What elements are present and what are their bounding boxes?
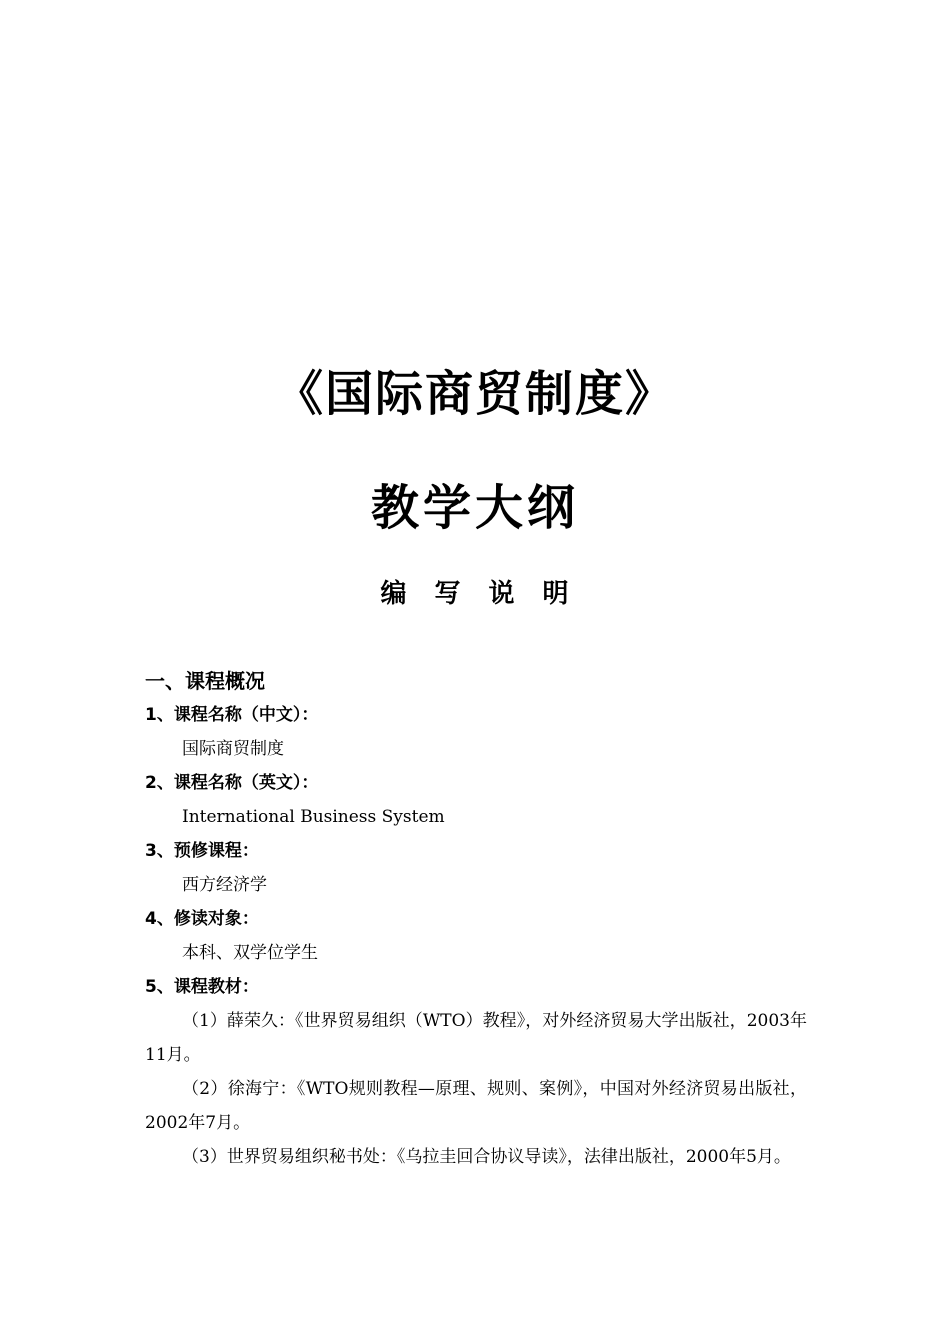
document-note: 编 写 说 明 (380, 579, 570, 609)
item-value-course-name-cn: 国际商贸制度 (182, 739, 284, 759)
document-body (145, 664, 807, 1174)
textbook-entry: （1）薛荣久：《世界贸易组织（WTO）教程》，对外经济贸易大学出版社，2003年11月。 (145, 1011, 807, 1065)
item-label-textbooks: 5、课程教材： (145, 977, 259, 997)
section-heading: 一、课程概况 (145, 669, 265, 693)
item-label-course-name-en: 2、课程名称（英文）： (145, 773, 319, 793)
item-value-course-name-en: International Business System (182, 807, 445, 827)
item-value-audience: 本科、双学位学生 (182, 943, 318, 963)
item-value-prerequisite: 西方经济学 (182, 875, 267, 895)
item-label-audience: 4、修读对象： (145, 909, 259, 929)
textbook-entry: （3）世界贸易组织秘书处：《乌拉圭回合协议导读》，法律出版社，2000年5月。 (182, 1147, 791, 1167)
document-subtitle: 教学大纲 (370, 480, 579, 536)
document-title: 《国际商贸制度》 (274, 366, 675, 422)
item-label-course-name-cn: 1、课程名称（中文）： (145, 705, 319, 725)
item-label-prerequisite: 3、预修课程： (145, 841, 259, 861)
textbook-entry: （2）徐海宁：《WTO规则教程—原理、规则、案例》，中国对外经济贸易出版社，2002年7月。 (145, 1079, 807, 1133)
